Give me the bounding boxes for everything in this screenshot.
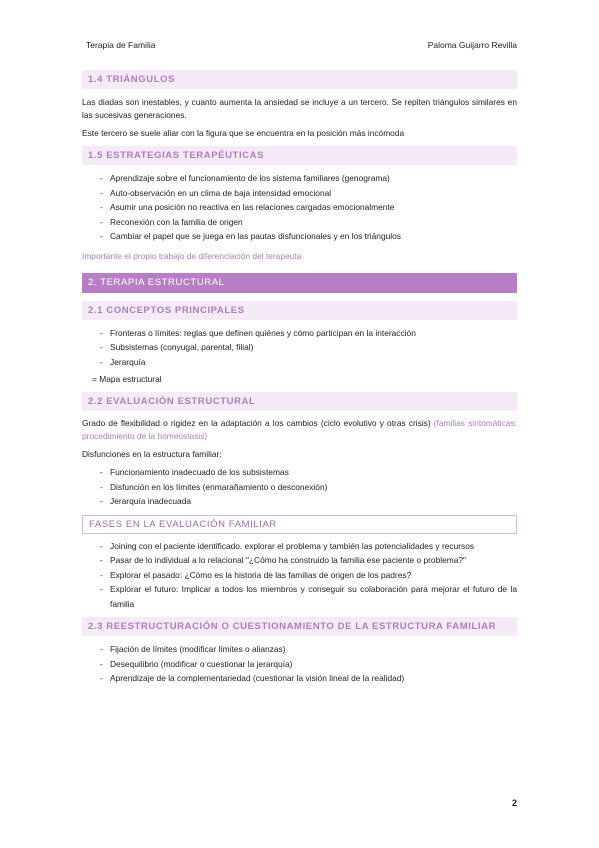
list-item: - Subsistemas (conyugal, parental, filial) [100,340,517,355]
estrategias-list [82,171,517,244]
fases-list [82,539,517,612]
reestructuracion-list [82,642,517,686]
list-item: - Desequilibrio (modificar o cuestionar la jerarquía) [100,657,517,672]
list-item: - Auto-observación en un clima de baja intensidad emocional [100,186,517,201]
page-number: 2 [511,798,517,808]
conceptos-list [82,326,517,370]
list-item: - Fijación de límites (modificar límites o alianzas) [100,642,517,657]
section-heading-estrategias: 1.5 ESTRATEGIAS TERAPÉUTICAS [82,146,517,165]
page-header [86,40,517,50]
list-item: - Jerarquía inadecuada [100,494,517,509]
paragraph-flexibilidad [82,417,517,443]
list-item: - Joining con el paciente identificado. explorar el problema y también las potencialidades y recursos [100,539,517,554]
list-item: - Disfunción en los límites (enmarañamiento o desconexión) [100,480,517,495]
note-terapeuta: Importante el propio trabajo de diferenciación del terapeuta [82,250,302,261]
list-item: - Pasar de lo individual a lo relacional "¿Cómo ha construido la familia ese paciente o problema?" [100,553,517,568]
list-item: - Aprendizaje de la complementariedad (cuestionar la visión lineal de la realidad) [100,671,517,686]
chapter-heading-terapia-estructural: 2. TERAPIA ESTRUCTURAL [82,273,517,293]
header-course-title: Terapia de Familia [86,40,156,50]
list-item: - Fronteras o límites: reglas que definen quiénes y cómo participan en la interacción [100,326,517,341]
section-heading-reestructuracion: 2.3 REESTRUCTURACIÓN O CUESTIONAMIENTO DE LA ESTRUCTURA FAMILIAR [82,617,517,636]
flexibilidad-text: Grado de flexibilidad o rigidez en la adaptación a los cambios (ciclo evolutivo y otras crisis) [82,418,434,428]
section-heading-fases: FASES EN LA EVALUACIÓN FAMILIAR [82,515,517,534]
list-item: - Reconexión con la familia de origen [100,215,517,230]
paragraph-triangulos-2: Este tercero se suele aliar con la figura que se encuentra en la posición más incómoda [82,128,405,138]
list-item: - Cambiar el papel que se juega en las pautas disfuncionales y en los triángulos [100,229,517,244]
document-body [82,70,517,686]
section-heading-conceptos: 2.1 CONCEPTOS PRINCIPALES [82,301,517,320]
list-item: - Asumir una posición no reactiva en las relaciones cargadas emocionalmente [100,200,517,215]
list-item: - Aprendizaje sobre el funcionamiento de los sistema familiares (genograma) [100,171,517,186]
list-item: - Explorar el futuro: Implicar a todos los miembros y conseguir su colaboración para mejorar el futuro de la familia [100,582,517,611]
header-author: Paloma Guijarro Revilla [427,40,517,50]
paragraph-triangulos-1: Las diadas son inestables, y cuanto aumenta la ansiedad se incluye a un tercero. Se repiten triángulos similares en las sucesivas generaciones. [82,97,517,120]
paragraph-disfunciones: Disfunciones en la estructura familiar: [82,449,222,459]
list-item: - Explorar el pasado: ¿Cómo es la historia de las familias de origen de los padres? [100,568,517,583]
list-item: - Funcionamiento inadecuado de los subsistemas [100,465,517,480]
mapa-estructural-note: = Mapa estructural [92,374,162,384]
list-item: - Jerarquía [100,355,517,370]
section-heading-evaluacion: 2.2 EVALUACIÓN ESTRUCTURAL [82,392,517,411]
section-heading-triangulos: 1.4 TRIÁNGULOS [82,70,517,89]
familias-sintomaticas-note: (familias sintomáticas: procedimiento de la homeostasis) [82,418,517,441]
disfunciones-list [82,465,517,509]
